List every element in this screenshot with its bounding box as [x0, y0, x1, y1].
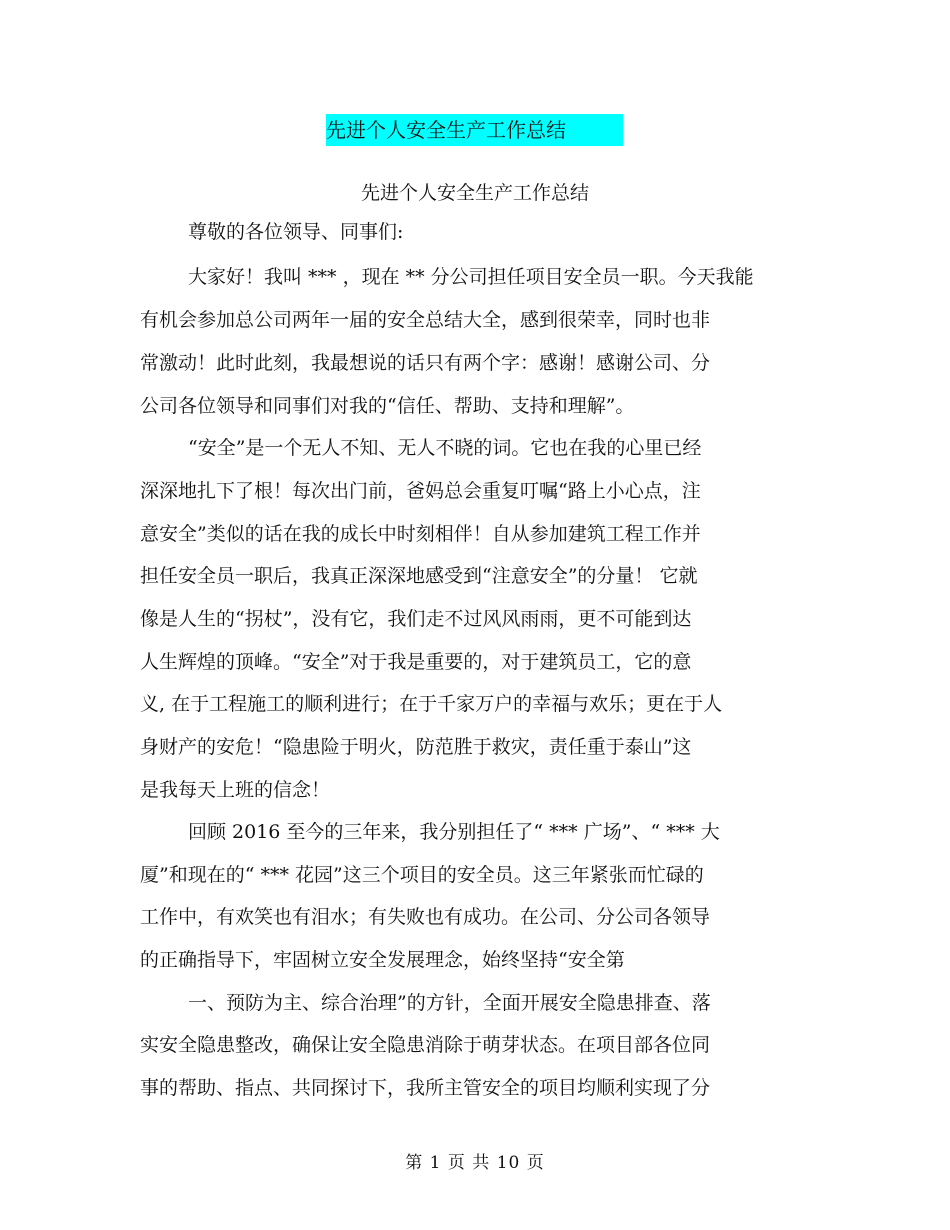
paragraph-line: 担任安全员一职后，我真正深深地感受到“注意安全”的分量！ 它就 — [140, 565, 698, 587]
document-subtitle: 先进个人安全生产工作总结 — [360, 182, 589, 204]
paragraph-line: 一、预防为主、综合治理”的方针，全面开展安全隐患排查、落 — [188, 992, 711, 1014]
paragraph-line: 是我每天上班的信念！ — [140, 779, 331, 801]
page-number-footer: 第 1 页 共 10 页 — [405, 1153, 545, 1173]
paragraph-line: 义, 在于工程施工的顺利进行；在于千家万户的幸福与欢乐；更在于人 — [140, 693, 723, 715]
paragraph-line: 身财产的安危！“隐患险于明火，防范胜于救灾，责任重于泰山”这 — [140, 736, 692, 758]
paragraph-line: 人生辉煌的顶峰。“安全”对于我是重要的，对于建筑员工，它的意 — [140, 651, 692, 673]
paragraph-line: 意安全”类似的话在我的成长中时刻相伴！自从参加建筑工程工作并 — [140, 523, 701, 545]
paragraph-line: 实安全隐患整改，确保让安全隐患消除于萌芽状态。在项目部各位同 — [140, 1034, 711, 1056]
paragraph-line: 常激动！此时此刻，我最想说的话只有两个字：感谢！感谢公司、分 — [140, 352, 711, 374]
paragraph-line: 公司各位领导和同事们对我的“信任、帮助、支持和理解”。 — [140, 395, 635, 417]
paragraph-line: 像是人生的“拐杖”，没有它，我们走不过风风雨雨，更不可能到达 — [140, 608, 692, 630]
paragraph-line: 厦”和现在的“ *** 花园”这三个项目的安全员。这三年紧张而忙碌的 — [140, 864, 704, 886]
paragraph-line: 回顾 2016 至今的三年来，我分别担任了“ *** 广场”、“ *** 大 — [188, 821, 720, 843]
paragraph-line: 工作中，有欢笑也有泪水；有失败也有成功。在公司、分公司各领导 — [140, 906, 711, 928]
document-title: 先进个人安全生产工作总结 — [326, 118, 566, 142]
salutation-line: 尊敬的各位领导、同事们: — [188, 221, 404, 243]
paragraph-line: 的正确指导下，牢固树立安全发展理念，始终坚持“安全第 — [140, 949, 625, 971]
paragraph-line: 大家好！我叫 *** ，现在 ** 分公司担任项目安全员一职。今天我能 — [188, 266, 754, 288]
paragraph-line: 深深地扎下了根！每次出门前，爸妈总会重复叮嘱“路上小心点，注 — [140, 480, 701, 502]
paragraph-line: 事的帮助、指点、共同探讨下，我所主管安全的项目均顺利实现了分 — [140, 1077, 711, 1099]
paragraph-line: “安全”是一个无人不知、无人不晓的词。它也在我的心里已经 — [188, 437, 702, 459]
paragraph-line: 有机会参加总公司两年一届的安全总结大全，感到很荣幸，同时也非 — [140, 309, 711, 331]
